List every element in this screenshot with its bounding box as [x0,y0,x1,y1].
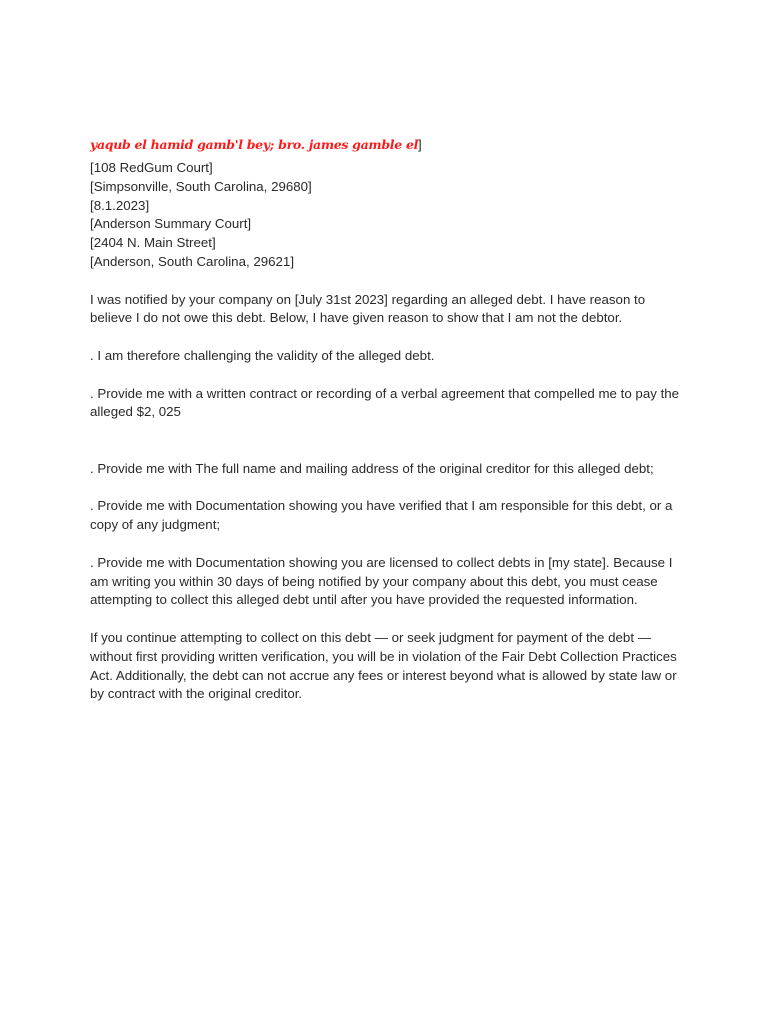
sender-name-bracket: ] [418,137,422,152]
letter-body [90,134,690,723]
verification-request-paragraph: . Provide me with Documentation showing you have verified that I am responsible for this debt, or a copy of any judgment; [90,498,673,533]
sender-city: [Simpsonville, South Carolina, 29680] [90,178,312,194]
license-request-paragraph: . Provide me with Documentation showing you are licensed to collect debts in [my state]. Because I am writing you within 30 days of being notified by your company about this debt, you must cease attempting to collect this alleged debt until after you have provided the requested information. [90,554,673,608]
letter-date: [8.1.2023] [90,197,150,213]
sender-name-line [90,134,690,156]
creditor-request-paragraph: . Provide me with The full name and mailing address of the original creditor for this alleged debt; [90,460,654,476]
sender-name: yaqub el hamid gamb'l bey; bro. james gamble el [90,137,419,152]
recipient-name: [Anderson Summary Court] [90,216,252,232]
sender-street: [108 RedGum Court] [90,160,213,175]
address-block [90,159,690,272]
fdcpa-warning-paragraph: If you continue attempting to collect on this debt — or seek judgment for payment of the debt — without first providing written verification, you will be in violation of the Fair Debt Collection Practices Act. Additionally, the debt can not accrue any fees or interest beyond what is allowed by state law or by contract with the original creditor. [90,629,677,702]
recipient-street: [2404 N. Main Street] [90,235,216,251]
contract-request-paragraph: . Provide me with a written contract or recording of a verbal agreement that compelled me to pay the alleged $2, 025 [90,385,680,420]
recipient-city: [Anderson, South Carolina, 29621] [90,253,295,269]
challenge-paragraph: . I am therefore challenging the validity of the alleged debt. [90,347,435,363]
intro-paragraph: I was notified by your company on [July 31st 2023] regarding an alleged debt. I have reason to believe I do not owe this debt. Below, I have given reason to show that I am not the debtor. [90,291,646,326]
